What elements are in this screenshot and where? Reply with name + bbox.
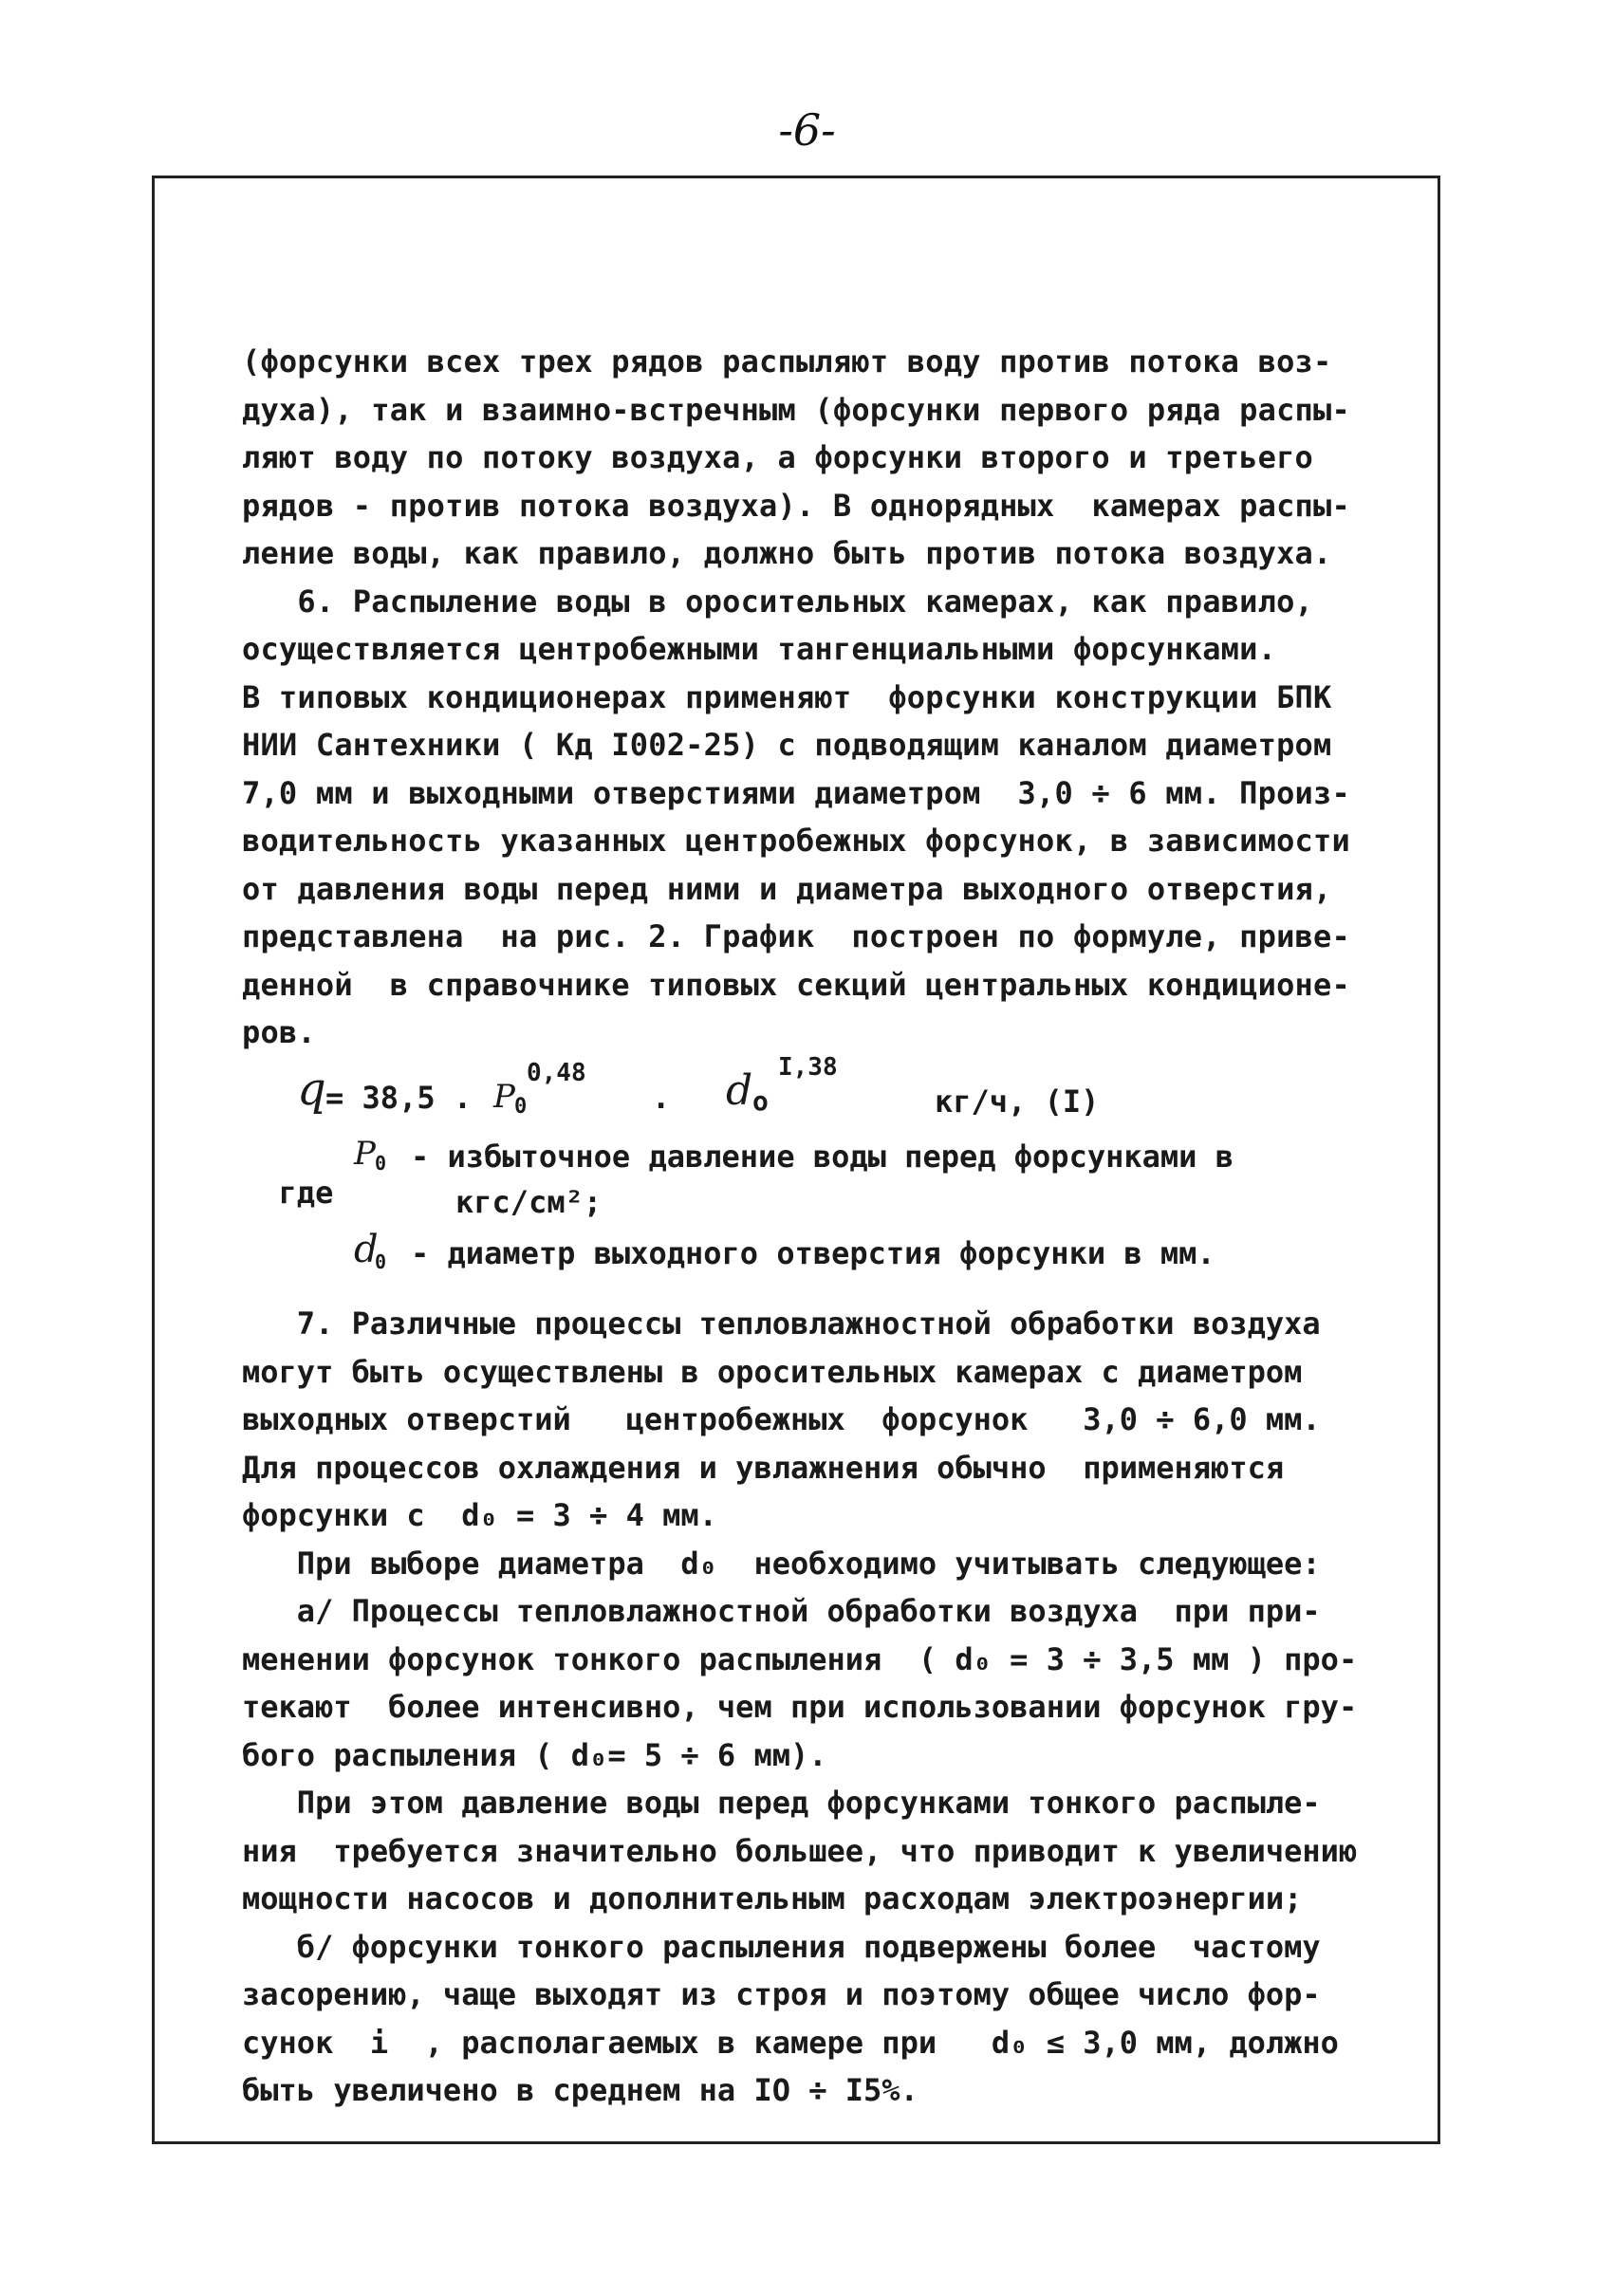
formula-p-exponent: 0,48 xyxy=(527,1059,586,1087)
text-line: быть увеличено в среднем на IO ÷ I5%. xyxy=(242,2072,918,2108)
text-line: При этом давление воды перед форсунками тонкого распыле- xyxy=(242,1785,1321,1821)
text-line: представлена на рис. 2. График построен по формуле, приве- xyxy=(242,918,1350,954)
text-line: форсунки с d₀ = 3 ÷ 4 мм. xyxy=(242,1497,717,1533)
page-number: -6- xyxy=(778,104,836,156)
text-line: менении форсунок тонкого распыления ( d₀ = 3 ÷ 3,5 мм ) про- xyxy=(242,1640,1358,1677)
paragraph-2 xyxy=(242,1300,1428,2115)
text-line: В типовых кондиционерах применяют форсунки конструкции БПК xyxy=(242,678,1332,715)
text-line: могут быть осуществлены в оросительных камерах с диаметром xyxy=(242,1353,1303,1390)
text-line: НИИ Сантехники ( Кд I002-25) с подводящим каналом диаметром xyxy=(242,727,1332,763)
text-line: бого распыления ( d₀= 5 ÷ 6 мм). xyxy=(242,1736,827,1773)
text-line: При выборе диаметра d₀ необходимо учитывать следующее: xyxy=(242,1545,1321,1582)
formula-p-subscript: 0 xyxy=(514,1095,528,1119)
text-line: ров. xyxy=(242,1014,316,1050)
where-label: где xyxy=(278,1175,334,1211)
paragraph-1 xyxy=(242,338,1428,1057)
where-p-symbol: P xyxy=(354,1135,376,1173)
formula-dot: . xyxy=(652,1080,671,1116)
where-p-description: - избыточное давление воды перед форсунками в xyxy=(411,1139,1234,1175)
formula-units: кг/ч, (I) xyxy=(935,1083,1100,1120)
where-d-subscript: 0 xyxy=(375,1250,387,1273)
text-line: выходных отверстий центробежных форсунок 3,0 ÷ 6,0 мм. xyxy=(242,1401,1321,1437)
text-line: 7. Различные процессы тепловлажностной обработки воздуха xyxy=(242,1305,1321,1342)
text-line: (форсунки всех трех рядов распыляют воду против потока воз- xyxy=(242,343,1332,380)
text-line: водительность указанных центробежных форсунок, в зависимости xyxy=(242,823,1350,859)
formula-d-subscript: o xyxy=(752,1085,769,1117)
text-line: духа), так и взаимно-встречным (форсунки первого ряда распы- xyxy=(242,391,1350,428)
where-d-symbol: d xyxy=(354,1228,379,1271)
text-line: сунок i , располагаемых в камере при d₀ ≤ 3,0 мм, должно xyxy=(242,2024,1339,2061)
formula-q-symbol: q xyxy=(297,1063,326,1116)
text-line: от давления воды перед ними и диаметра выходного отверстия, xyxy=(242,870,1332,907)
text-line: б/ форсунки тонкого распыления подвержены более частому xyxy=(242,1928,1321,1965)
text-line: мощности насосов и дополнительным расходам электроэнергии; xyxy=(242,1880,1303,1916)
text-line: текают более интенсивно, чем при использовании форсунок гру- xyxy=(242,1689,1358,1725)
where-d-description: - диаметр выходного отверстия форсунки в мм. xyxy=(411,1235,1215,1271)
text-line: ния требуется значительно большее, что приводит к увеличению xyxy=(242,1832,1358,1869)
formula-coefficient: = 38,5 . xyxy=(325,1080,473,1116)
text-line: 7,0 мм и выходными отверстиями диаметром 3,0 ÷ 6 мм. Произ- xyxy=(242,774,1350,811)
text-line: осуществляется центробежными тангенциальными форсунками. xyxy=(242,631,1277,667)
text-line: а/ Процессы тепловлажностной обработки воздуха при при- xyxy=(242,1593,1321,1629)
formula-1 xyxy=(242,1053,1428,1129)
text-line: ление воды, как правило, должно быть против потока воздуха. xyxy=(242,535,1332,571)
text-line: засорению, чаще выходят из строя и поэтому общее число фор- xyxy=(242,1976,1321,2012)
formula-p-symbol: P xyxy=(493,1078,515,1116)
where-p-unit: кгс/см²; xyxy=(455,1184,603,1220)
text-line: денной в справочнике типовых секций центральных кондиционе- xyxy=(242,966,1350,1003)
text-line: ляют воду по потоку воздуха, а форсунки второго и третьего xyxy=(242,439,1314,475)
where-p-subscript: 0 xyxy=(375,1152,387,1175)
formula-d-symbol: d xyxy=(726,1066,753,1115)
formula-d-exponent: I,38 xyxy=(778,1053,838,1082)
text-line: рядов - против потока воздуха). В однорядных камерах распы- xyxy=(242,487,1350,524)
where-d-line xyxy=(242,1228,1428,1283)
text-line: 6. Распыление воды в оросительных камерах, как правило, xyxy=(242,583,1314,620)
text-line: Для процессов охлаждения и увлажнения обычно применяются xyxy=(242,1449,1285,1486)
